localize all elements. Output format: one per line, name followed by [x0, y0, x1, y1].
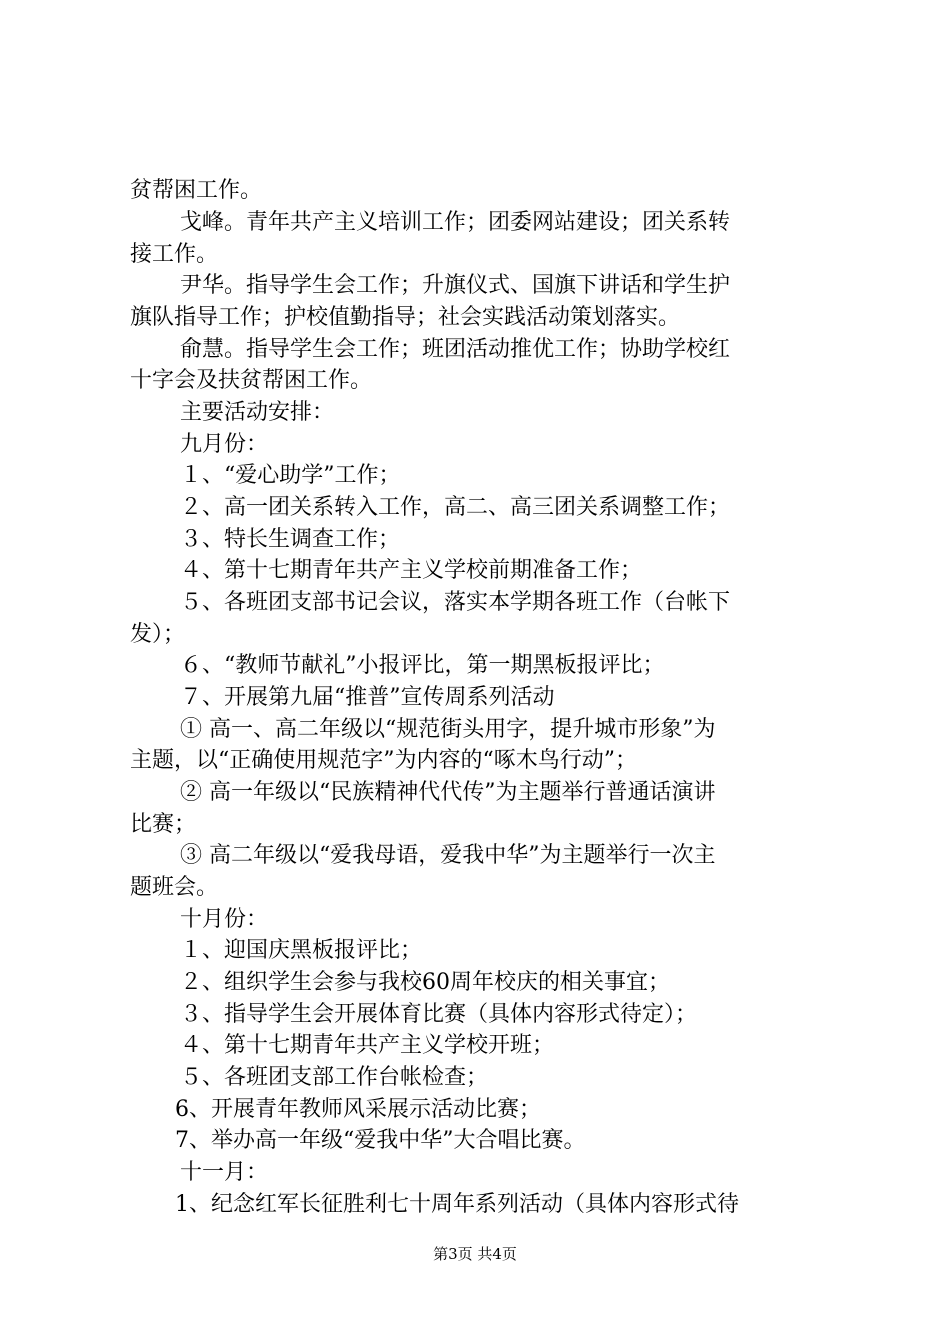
sub-list-item: ① 高一、高二年级以“规范街头用字，提升城市形象”为	[180, 717, 716, 742]
text-line: 接工作。	[130, 242, 219, 267]
month-heading: 十一月：	[180, 1160, 269, 1185]
list-item: ７、开展第九届“推普”宣传周系列活动	[180, 685, 555, 710]
list-item: ２、组织学生会参与我校60周年校庆的相关事宜；	[180, 970, 670, 995]
list-item: ３、指导学生会开展体育比赛（具体内容形式待定）；	[180, 1002, 698, 1027]
list-item: 7、举办高一年级“爱我中华”大合唱比赛。	[175, 1128, 586, 1153]
list-item: ６、“教师节献礼”小报评比，第一期黑板报评比；	[180, 653, 665, 678]
month-heading: 九月份：	[180, 432, 269, 457]
list-item: ３、特长生调查工作；	[180, 527, 401, 552]
text-line: 十字会及扶贫帮困工作。	[130, 368, 373, 393]
text-line: 发）；	[130, 622, 186, 647]
list-item: ４、第十七期青年共产主义学校前期准备工作；	[180, 558, 643, 583]
text-line: 主题，以“正确使用规范字”为内容的“啄木鸟行动”；	[130, 748, 637, 773]
sub-list-item: ② 高一年级以“民族精神代代传”为主题举行普通话演讲	[180, 780, 716, 805]
list-item: １、迎国庆黑板报评比；	[180, 938, 423, 963]
text-line: 戈峰。青年共产主义培训工作；团委网站建设；团关系转	[180, 210, 731, 235]
list-item: ４、第十七期青年共产主义学校开班；	[180, 1033, 555, 1058]
list-item: ５、各班团支部书记会议，落实本学期各班工作（台帐下	[180, 590, 731, 615]
page-number-footer: 第3页 共4页	[433, 1245, 517, 1263]
sub-list-item: ③ 高二年级以“爱我母语，爱我中华”为主题举行一次主	[180, 843, 716, 868]
list-item: 6、开展青年教师风采展示活动比赛；	[175, 1097, 541, 1122]
text-line: 比赛；	[130, 812, 197, 837]
month-heading: 十月份：	[180, 907, 269, 932]
list-item: １、“爱心助学”工作；	[180, 463, 401, 488]
text-line: 尹华。指导学生会工作；升旗仪式、国旗下讲话和学生护	[180, 273, 731, 298]
list-item: ２、高一团关系转入工作，高二、高三团关系调整工作；	[180, 495, 731, 520]
list-item: 1、纪念红军长征胜利七十周年系列活动（具体内容形式待	[175, 1192, 739, 1217]
text-line: 俞慧。指导学生会工作；班团活动推优工作；协助学校红	[180, 337, 731, 362]
text-line: 题班会。	[130, 875, 219, 900]
list-item: ５、各班团支部工作台帐检查；	[180, 1065, 489, 1090]
text-line: 贫帮困工作。	[130, 178, 263, 203]
section-heading: 主要活动安排：	[180, 400, 335, 425]
text-line: 旗队指导工作；护校值勤指导；社会实践活动策划落实。	[130, 305, 681, 330]
